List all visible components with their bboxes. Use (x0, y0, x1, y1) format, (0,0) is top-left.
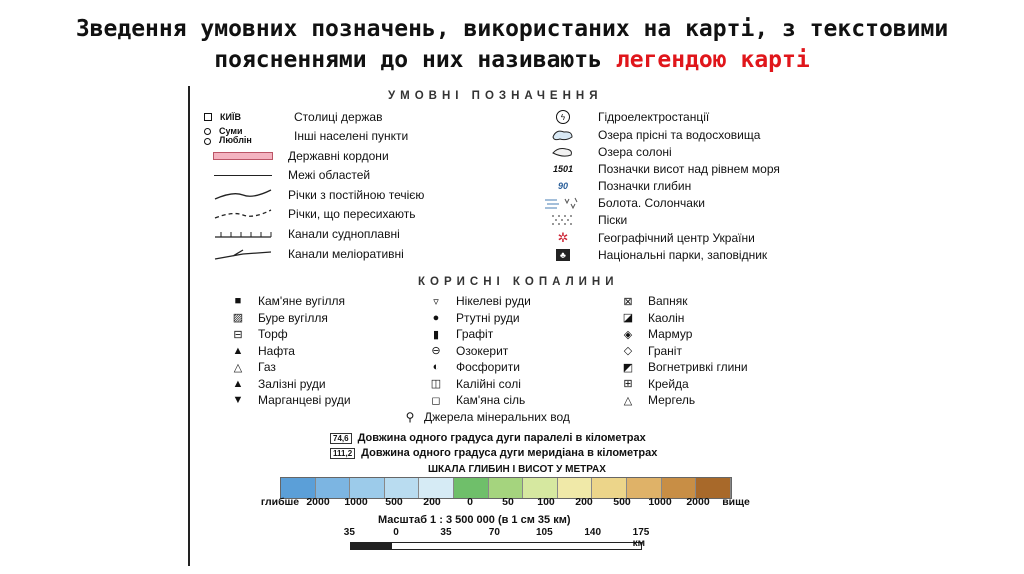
salt-lake-icon (528, 143, 598, 161)
mineral-label: Кам'яне вугілля (258, 294, 345, 308)
park-icon: ♣ (528, 246, 598, 264)
mineral-icon: ◫ (430, 378, 442, 390)
mineral-item (608, 309, 684, 327)
height-mark (528, 160, 598, 178)
depth-scale-title: ШКАЛА ГЛИБИН І ВИСОТ У МЕТРАХ (428, 464, 606, 475)
legend-label: Столиці держав (294, 110, 383, 124)
legend-label: Річки, що пересихають (288, 207, 416, 221)
mineral-icon: ● (432, 311, 440, 324)
mineral-water-icon: ⚲ (405, 410, 415, 424)
mineral-item (218, 358, 276, 376)
scale-color-band (558, 478, 593, 498)
mineral-item (218, 325, 288, 343)
mineral-icon: △ (623, 394, 633, 407)
scale-tick-label: 50 (502, 496, 514, 508)
legend-item-state-borders (198, 147, 389, 165)
mineral-item (416, 375, 521, 393)
scale-tick-label: 200 (423, 496, 441, 508)
mineral-icon: ⊠ (623, 295, 633, 308)
oblast-border-symbol (198, 166, 288, 184)
border-symbol (198, 147, 288, 165)
mineral-item (416, 309, 520, 327)
mineral-item (416, 358, 520, 376)
degree-parallel-row (330, 431, 646, 445)
mineral-icon: ⊟ (233, 328, 243, 341)
legend-item-settlements (198, 126, 408, 146)
legend-item-rivers (198, 186, 424, 204)
mineral-label: Торф (258, 327, 288, 341)
legend-item-seasonal-rivers (198, 205, 416, 223)
scale-tick-label: 200 (575, 496, 593, 508)
mineral-label: Фосфорити (456, 360, 520, 374)
scale-tick-label: 2000 (306, 496, 330, 508)
mineral-item (218, 391, 351, 409)
scale-color-band (316, 478, 351, 498)
mineral-label: Мармур (648, 327, 693, 341)
scale-tick-label: 1000 (344, 496, 368, 508)
legend-label: Позначки глибин (598, 179, 692, 193)
scale-color-band (281, 478, 316, 498)
scale-color-band (419, 478, 454, 498)
scale-tick-label: 500 (613, 496, 631, 508)
mineral-item (218, 375, 326, 393)
mineral-icon: ◇ (623, 345, 633, 357)
mineral-icon: ⊞ (623, 378, 633, 390)
scale-color-band (350, 478, 385, 498)
map-scale-tick-label: 105 (535, 527, 553, 538)
mineral-label: Нікелеві руди (456, 294, 531, 308)
legend-item-depths (528, 177, 691, 195)
mineral-item (218, 342, 295, 360)
swamp-icon (528, 194, 598, 212)
legend-item-heights (528, 160, 780, 178)
title-line-1: Зведення умовних позначень, використаних на карті, з текстовими (75, 16, 949, 42)
settlement-symbol (198, 127, 294, 145)
mineral-label: Каолін (648, 310, 685, 325)
mineral-item (218, 309, 328, 327)
map-scale-bar (350, 542, 642, 550)
mineral-icon: ▮ (432, 328, 440, 341)
scale-color-band (592, 478, 627, 498)
legend-border (188, 86, 190, 566)
legend-item-geo-center (528, 229, 755, 247)
mineral-label: Озокерит (456, 343, 509, 358)
mineral-icon: ◪ (622, 312, 634, 324)
map-legend (188, 86, 810, 566)
scale-tick-label: 500 (385, 496, 403, 508)
map-scale-tick-label: 175 км (632, 527, 650, 549)
melioration-canal-symbol (198, 245, 288, 263)
sand-icon (528, 211, 598, 229)
degree-meridian-label: Довжина одного градуса дуги меридіана в кілометрах (361, 447, 658, 459)
map-scale-tick-label: 35 (440, 527, 452, 538)
scale-color-band (696, 478, 731, 498)
title-line-2 (0, 45, 1024, 76)
legend-item-mineral-water (396, 408, 570, 426)
legend-label: Національні парки, заповідник (598, 248, 768, 262)
mineral-label: Графіт (456, 327, 494, 341)
legend-header: УМОВНІ ПОЗНАЧЕННЯ (388, 90, 603, 102)
map-scale-title: Масштаб 1 : 3 500 000 (в 1 см 35 км) (378, 514, 571, 526)
legend-item-melioration-canals (198, 245, 404, 263)
title-prefix: поясненнями до них називають (214, 47, 616, 73)
mineral-item (608, 375, 689, 393)
legend-item-hydro (528, 108, 709, 126)
scale-color-band (662, 478, 697, 498)
scale-color-band (489, 478, 524, 498)
height-value: 1501 (552, 163, 574, 174)
mineral-icon: ▿ (433, 295, 439, 308)
mineral-icon: ▲ (232, 344, 244, 357)
legend-label: Інші населені пункти (294, 129, 409, 143)
degree-parallel-box: 74,6 (330, 433, 352, 444)
legend-item-fresh-lakes (528, 126, 760, 144)
scale-tick-label: 2000 (686, 496, 710, 508)
mineral-label: Калійні солі (456, 376, 521, 391)
map-scale-tick-label: 35 (343, 527, 355, 538)
scale-tick-label: глибше (260, 496, 300, 508)
page-title (0, 14, 1024, 76)
mineral-label: Вогнетривкі глини (648, 360, 748, 374)
mineral-item (608, 358, 748, 376)
mineral-label: Крейда (648, 376, 689, 391)
legend-label: Озера прісні та водосховища (598, 128, 761, 142)
depth-mark (528, 177, 598, 195)
legend-item-parks (528, 246, 767, 264)
degree-parallel-label: Довжина одного градуса дуги паралелі в кілометрах (357, 432, 646, 444)
geo-center-icon: ✲ (557, 230, 569, 245)
capital-sample: КИЇВ (220, 111, 241, 122)
depth-height-scale-ticks (260, 496, 750, 510)
mineral-icon: ▼ (232, 394, 244, 406)
mineral-icon: ⊖ (431, 345, 441, 357)
scale-tick-label: 1000 (648, 496, 672, 508)
mineral-item (416, 325, 493, 343)
legend-label: Державні кордони (288, 149, 389, 163)
map-scale-tick-label: 70 (488, 527, 500, 538)
legend-label: Озера солоні (598, 145, 672, 159)
mineral-item (416, 292, 531, 310)
mineral-label: Вапняк (648, 294, 688, 308)
mineral-label: Газ (258, 360, 276, 374)
title-highlight: легендою карті (615, 47, 810, 73)
mineral-icon: ■ (234, 295, 242, 307)
river-symbol (198, 186, 288, 204)
legend-item-salt-lakes (528, 143, 672, 161)
mineral-label: Залізні руди (258, 376, 326, 391)
mineral-label: Граніт (648, 343, 682, 358)
degree-meridian-box: 111,2 (330, 448, 355, 459)
legend-label: Межі областей (288, 168, 371, 182)
settlement-sample: Суми Люблін (219, 126, 252, 145)
mineral-icon: ◩ (622, 361, 634, 374)
mineral-label: Мергель (648, 393, 696, 407)
legend-item-navigable-canals (198, 225, 400, 243)
legend-item-capitals (198, 108, 382, 126)
legend-label: Гідроелектростанції (598, 110, 710, 124)
mineral-icon: ◈ (623, 328, 633, 341)
mineral-label: Ртутні руди (456, 310, 520, 325)
mineral-item (608, 342, 682, 360)
legend-label: Канали судноплавні (288, 227, 400, 241)
scale-color-band (627, 478, 662, 498)
legend-label: Болота. Солончаки (598, 196, 705, 210)
mineral-label: Кам'яна сіль (456, 393, 526, 407)
depth-value: 90 (557, 180, 568, 191)
map-scale-tick-label: 140 (584, 527, 602, 538)
scale-tick-label: вище (722, 496, 750, 508)
scale-color-band (523, 478, 558, 498)
mineral-icon: ▨ (232, 312, 244, 324)
mineral-item (416, 342, 508, 360)
legend-item-swamps (528, 194, 705, 212)
mineral-label: Марганцеві руди (258, 393, 351, 407)
mineral-label: Нафта (258, 343, 295, 358)
navigable-canal-symbol (198, 225, 288, 243)
map-scale-tick-label: 0 (393, 527, 399, 538)
legend-label: Джерела мінеральних вод (424, 410, 570, 424)
mineral-icon: ▲ (232, 377, 244, 390)
capital-symbol (198, 108, 294, 126)
mineral-label: Буре вугілля (258, 310, 328, 325)
mineral-icon: △ (233, 361, 243, 374)
mineral-icon: ◻ (431, 394, 441, 407)
mineral-item (218, 292, 345, 310)
legend-item-sands (528, 211, 627, 229)
mineral-item (608, 391, 695, 409)
seasonal-river-symbol (198, 205, 288, 223)
degree-meridian-row (330, 446, 657, 460)
mineral-item (608, 325, 692, 343)
mineral-item (608, 292, 688, 310)
map-scale-ticks (343, 527, 650, 549)
legend-label: Піски (598, 213, 628, 227)
minerals-header: КОРИСНІ КОПАЛИНИ (418, 276, 619, 288)
scale-tick-label: 100 (537, 496, 555, 508)
scale-color-band (454, 478, 489, 498)
legend-label: Річки з постійною течією (288, 188, 425, 202)
legend-label: Позначки висот над рівнем моря (598, 162, 780, 176)
lake-icon (528, 126, 598, 144)
legend-item-oblast-borders (198, 166, 370, 184)
legend-label: Канали меліоративні (288, 247, 404, 261)
mineral-icon: ◐ (432, 361, 440, 373)
mineral-item (416, 391, 525, 409)
scale-tick-label: 0 (467, 496, 473, 508)
hydro-icon: ϟ (528, 108, 598, 126)
scale-color-band (385, 478, 420, 498)
legend-label: Географічний центр України (598, 231, 755, 245)
